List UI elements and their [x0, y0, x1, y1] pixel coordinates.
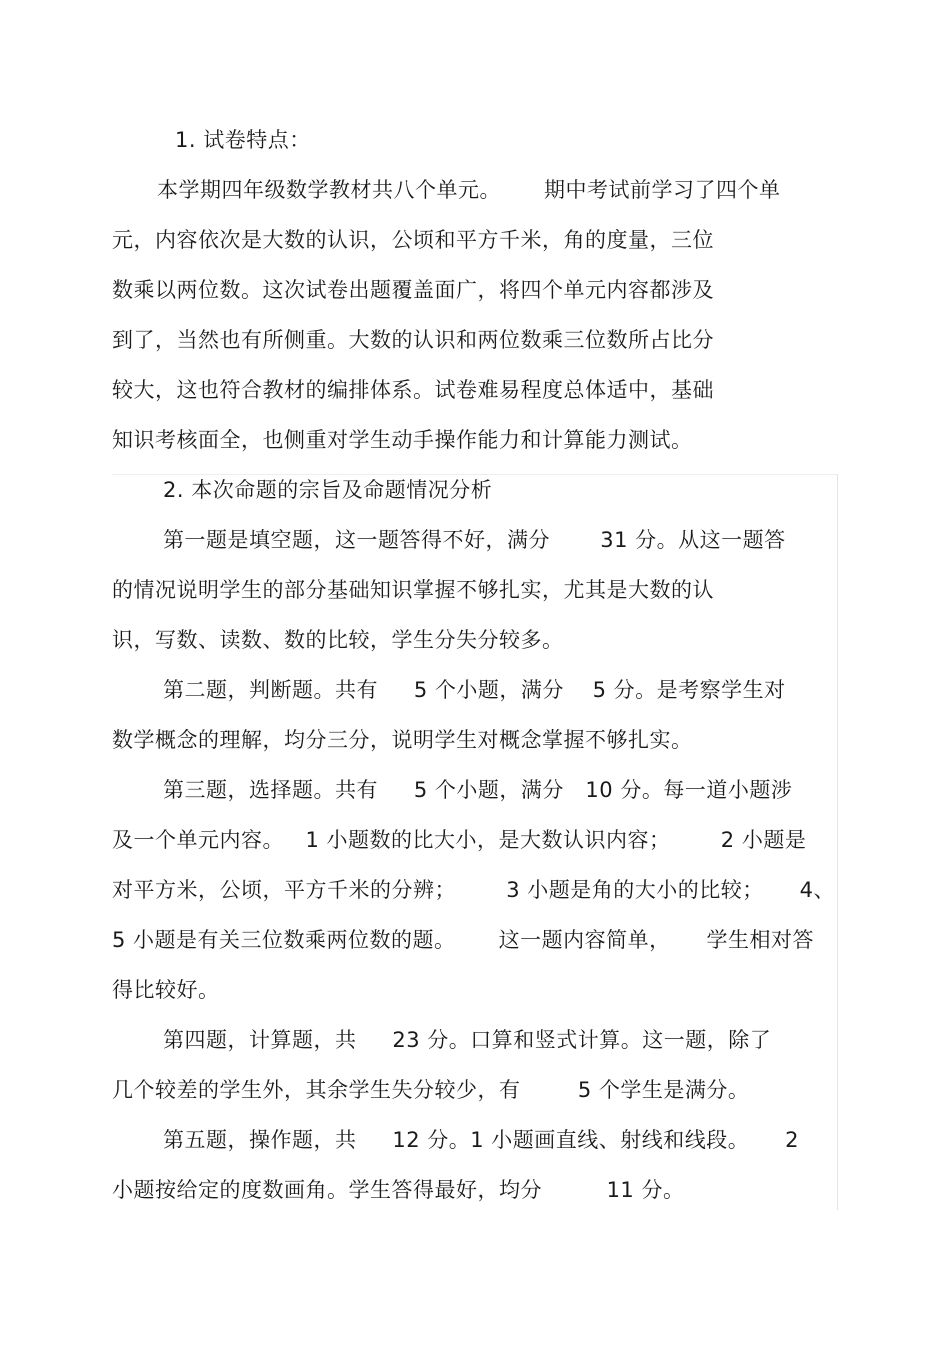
- section2-line: 几个较差的学生外，其余学生失分较少，有 5 个学生是满分。: [112, 1078, 750, 1102]
- section2-line: 5 小题是有关三位数乘两位数的题。 这一题内容简单， 学生相对答: [112, 928, 814, 952]
- section1-heading: 1. 试卷特点：: [175, 128, 311, 152]
- section2-line: 数学概念的理解，均分三分，说明学生对概念掌握不够扎实。: [112, 728, 693, 752]
- section2-line: 小题按给定的度数画角。学生答得最好，均分 11 分。: [112, 1178, 685, 1202]
- vertical-divider: [837, 474, 838, 1210]
- section2-line: 第三题，选择题。共有 5 个小题，满分 10 分。每一道小题涉: [163, 778, 793, 802]
- section2-line: 第二题，判断题。共有 5 个小题，满分 5 分。是考察学生对: [163, 678, 786, 702]
- section2-line: 第四题，计算题，共 23 分。口算和竖式计算。这一题，除了: [163, 1028, 772, 1052]
- section2-line: 第一题是填空题，这一题答得不好，满分 31 分。从这一题答: [163, 528, 786, 552]
- section1-line: 知识考核面全，也侧重对学生动手操作能力和计算能力测试。: [112, 428, 693, 452]
- section2-line: 第五题，操作题，共 12 分。1 小题画直线、射线和线段。 2: [163, 1128, 800, 1152]
- section2-line: 及一个单元内容。 1 小题数的比大小，是大数认识内容； 2 小题是: [112, 828, 807, 852]
- section2-line: 得比较好。: [112, 978, 220, 1002]
- section2-line: 识，写数、读数、数的比较，学生分失分较多。: [112, 628, 564, 652]
- section1-line: 数乘以两位数。这次试卷出题覆盖面广，将四个单元内容都涉及: [112, 278, 714, 302]
- section1-line: 到了，当然也有所侧重。大数的认识和两位数乘三位数所占比分: [112, 328, 714, 352]
- section1-line: 较大，这也符合教材的编排体系。试卷难易程度总体适中，基础: [112, 378, 714, 402]
- section1-line: 本学期四年级数学教材共八个单元。 期中考试前学习了四个单: [157, 178, 781, 202]
- horizontal-divider: [112, 474, 838, 475]
- section2-line: 的情况说明学生的部分基础知识掌握不够扎实，尤其是大数的认: [112, 578, 714, 602]
- section1-line: 元，内容依次是大数的认识，公顷和平方千米，角的度量，三位: [112, 228, 714, 252]
- section2-line: 对平方米，公顷，平方千米的分辨； 3 小题是角的大小的比较； 4、: [112, 878, 835, 902]
- section2-heading: 2. 本次命题的宗旨及命题情况分析: [163, 478, 493, 502]
